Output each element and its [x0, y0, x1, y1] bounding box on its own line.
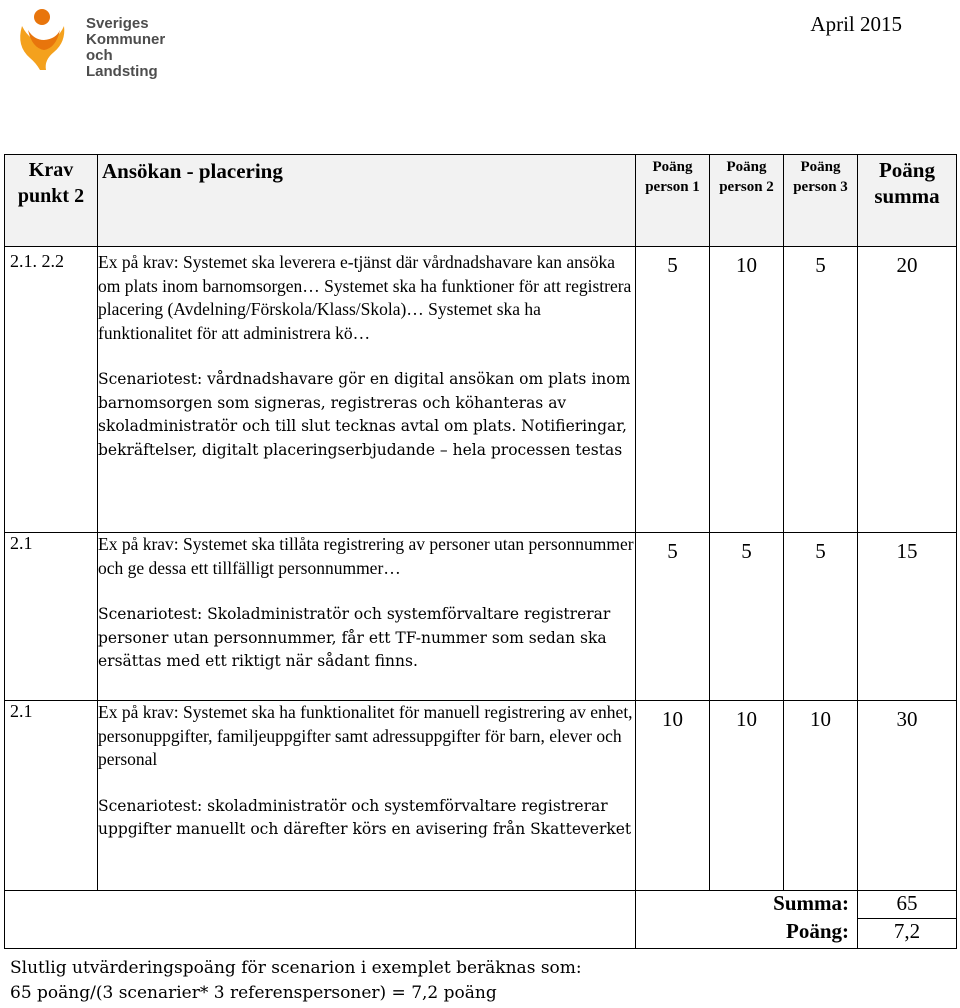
- summary-spacer: [5, 891, 636, 919]
- row-number: 2.1: [5, 533, 98, 701]
- logo-text: Sveriges Kommuner och Landsting: [86, 15, 166, 80]
- header-person-2: Poäng person 2: [710, 155, 784, 247]
- logo-figure-icon: [14, 6, 74, 72]
- table-row: [5, 247, 957, 533]
- table-row: [5, 701, 957, 891]
- footer-line-2: 65 poäng/(3 scenarier* 3 referenspersoner) = 7,2 poäng: [10, 983, 497, 1003]
- poang-value: 7,2: [858, 919, 957, 949]
- header-sum: Poäng summa: [858, 155, 957, 247]
- score-sum: 30: [858, 701, 957, 891]
- score-person-2: 10: [710, 247, 784, 533]
- header-person-3: Poäng person 3: [784, 155, 858, 247]
- header-person-1: Poäng person 1: [636, 155, 710, 247]
- score-person-1: 10: [636, 701, 710, 891]
- score-person-2: 10: [710, 701, 784, 891]
- score-person-3: 5: [784, 247, 858, 533]
- requirement-text: Ex på krav: Systemet ska ha funktionalitet för manuell registrering av enhet, personuppgifter, familjeuppgifter samt adressuppgifter för barn, elever och personal: [98, 702, 633, 769]
- summary-row-summa: [5, 891, 957, 919]
- score-sum: 15: [858, 533, 957, 701]
- score-person-3: 10: [784, 701, 858, 891]
- score-person-1: 5: [636, 533, 710, 701]
- row-number: 2.1. 2.2: [5, 247, 98, 533]
- scenario-text: Scenariotest: Skoladministratör och systemförvaltare registrerar personer utan personnummer, får ett TF-nummer som sedan ska ersättas med ett riktigt när sådant finns.: [98, 605, 611, 670]
- table-row: [5, 533, 957, 701]
- scenario-text: Scenariotest: vårdnadshavare gör en digital ansökan om plats inom barnomsorgen som signeras, registreras och köhanteras av skoladministratör och till slut tecknas avtal om plats. Notifieringar, bekräftelser, digitalt placeringserbjudande – hela processen testas: [98, 370, 631, 459]
- table-header-row: [5, 155, 957, 247]
- requirement-text: Ex på krav: Systemet ska leverera e-tjänst där vårdnadshavare kan ansöka om plats inom barnomsorgen… Systemet ska ha funktioner för att registrera placering (Avdelning/Förskola/Klass/Skola)… Systemet ska ha funktionalitet för att administrera kö…: [98, 252, 632, 343]
- evaluation-table: [4, 154, 957, 949]
- score-person-2: 5: [710, 533, 784, 701]
- header-krav-punkt: Krav punkt 2: [5, 155, 98, 247]
- scenario-text: Scenariotest: skoladministratör och systemförvaltare registrerar uppgifter manuellt och därefter körs en avisering från Skatteverket: [98, 796, 632, 838]
- score-person-3: 5: [784, 533, 858, 701]
- summary-spacer: [5, 919, 636, 949]
- row-text: [98, 701, 636, 891]
- score-person-1: 5: [636, 247, 710, 533]
- requirement-text: Ex på krav: Systemet ska tillåta registrering av personer utan personnummer och ge dessa ett tillfälligt personnummer…: [98, 534, 634, 578]
- summa-value: 65: [858, 891, 957, 919]
- footer-line-1: Slutlig utvärderingspoäng för scenarion i exemplet beräknas som:: [10, 958, 582, 978]
- summary-row-poang: [5, 919, 957, 949]
- skl-logo: [14, 6, 184, 80]
- score-sum: 20: [858, 247, 957, 533]
- poang-label: Poäng:: [636, 919, 858, 949]
- summa-label: Summa:: [636, 891, 858, 919]
- footer-note: [10, 956, 582, 1006]
- header-section-title: Ansökan - placering: [98, 155, 636, 247]
- row-text: [98, 533, 636, 701]
- document-date: April 2015: [810, 12, 902, 36]
- row-number: 2.1: [5, 701, 98, 891]
- row-text: [98, 247, 636, 533]
